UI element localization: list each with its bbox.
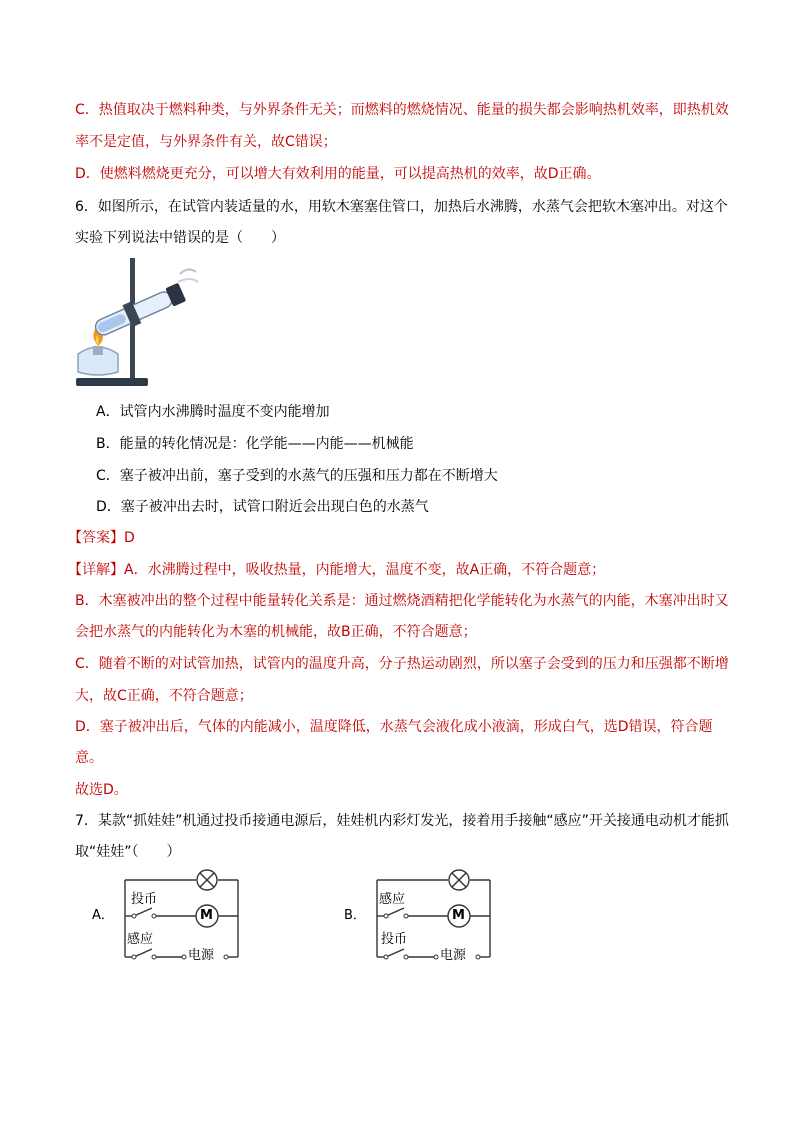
q7-stem-line1: 7．某款“抓娃娃”机通过投币接通电源后，娃娃机内彩灯发光，接着用手接触“感应”开关接通电动机才能抓: [75, 813, 729, 829]
q6-detail-d2: 意。: [75, 750, 103, 766]
q6-detail-d1: D．塞子被冲出后，气体的内能减小，温度降低，水蒸气会液化成小液滴，形成白气，选D错误，符合题: [75, 719, 713, 735]
q6-option-d: D．塞子被冲出去时，试管口附近会出现白色的水蒸气: [96, 499, 429, 515]
circuit-a-label: A．: [92, 908, 114, 923]
q7-stem-line2: 取“娃娃”（ ）: [75, 844, 181, 860]
boiling-tube-apparatus-figure: [72, 252, 202, 392]
circuit-option-a: [92, 866, 252, 966]
q6-detail-c2: 大，故C正确，不符合题意；: [75, 688, 253, 704]
q6-option-b: B．能量的转化情况是：化学能——内能——机械能: [96, 436, 414, 452]
q6-detail-c1: C．随着不断的对试管加热，试管内的温度升高，分子热运动剧烈，所以塞子会受到的压力和压强都不断增: [75, 656, 729, 672]
q6-option-c: C．塞子被冲出前，塞子受到的水蒸气的压强和压力都在不断增大: [96, 468, 498, 484]
answer-tag: 【答案】: [68, 530, 124, 546]
q6-detail-b2: 会把水蒸气的内能转化为木塞的机械能，故B正确，不符合题意；: [75, 624, 477, 640]
explanation-c-line1: C．热值取决于燃料种类，与外界条件无关；而燃料的燃烧情况、能量的损失都会影响热机效率，即热机效: [75, 102, 729, 118]
lamp-icon: [449, 870, 469, 890]
answer-value: D: [124, 530, 135, 546]
circuit-a-switch-top-label: 投币: [131, 892, 158, 907]
circuit-b-switch-top-label: 感应: [379, 892, 406, 907]
circuit-b-motor-label: M: [452, 908, 465, 923]
circuit-b-power-label: 电源: [440, 948, 467, 963]
circuit-b-label: B．: [344, 908, 366, 923]
circuit-a-motor-label: M: [200, 908, 213, 923]
q6-detail-b1: B．木塞被冲出的整个过程中能量转化关系是：通过燃烧酒精把化学能转化为水蒸气的内能，木塞冲出时又: [75, 593, 729, 609]
test-tube-icon: [91, 281, 187, 341]
explanation-d-line: D．使燃料燃烧更充分，可以增大有效利用的能量，可以提高热机的效率，故D正确。: [75, 166, 601, 182]
circuit-option-b: [344, 866, 504, 966]
lamp-icon: [197, 870, 217, 890]
detail-a-text: A．水沸腾过程中，吸收热量，内能增大，温度不变，故A正确，不符合题意；: [124, 562, 606, 578]
stand-base: [76, 378, 148, 386]
circuit-a-switch-bottom-label: 感应: [127, 932, 154, 947]
q6-stem-line2: 实验下列说法中错误的是（ ）: [75, 230, 285, 246]
q6-detail-a: [68, 560, 605, 580]
q6-stem-line1: 6．如图所示，在试管内装适量的水，用软木塞塞住管口，加热后水沸腾，水蒸气会把软木塞冲出。对这个: [75, 199, 728, 215]
q6-answer: [68, 528, 135, 548]
circuit-a-power-label: 电源: [188, 948, 215, 963]
explanation-c-line2: 率不是定值，与外界条件有关，故C错误；: [75, 134, 337, 150]
circuit-b-switch-bottom-label: 投币: [381, 932, 408, 947]
q6-conclusion: 故选D。: [75, 782, 128, 798]
alcohol-lamp-icon: [78, 328, 118, 375]
q6-option-a: A．试管内水沸腾时温度不变内能增加: [96, 404, 330, 420]
switch-icon: [134, 908, 152, 916]
detail-tag: 【详解】: [68, 562, 124, 578]
